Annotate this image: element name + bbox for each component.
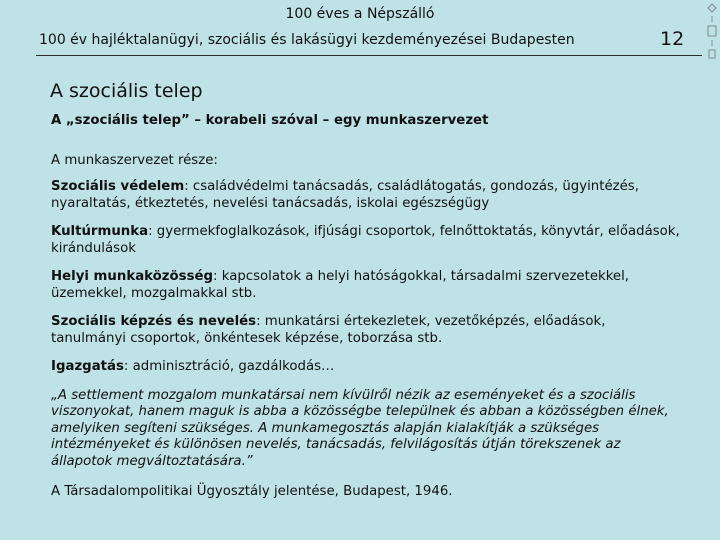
header-title: 100 éves a Népszálló xyxy=(285,6,435,22)
item-text: : családvédelmi tanácsadás, családlátogatás, gondozás, ügyintézés, nyaraltatás, étkeztetés, nevelési tanácsadás, iskolai egészségügy xyxy=(51,179,639,211)
source-citation: A Társadalompolitikai Ügyosztály jelentése, Budapest, 1946. xyxy=(51,484,453,499)
item-text: : gyermekfoglalkozások, ifjúsági csoportok, felnőttoktatás, könyvtár, előadások, kirándulások xyxy=(51,224,680,256)
item-term: Szociális képzés és nevelés xyxy=(51,314,257,329)
header-subtitle: 100 év hajléktalanügyi, szociális és lakásügyi kezdeményezései Budapesten xyxy=(39,32,575,48)
item-text: : munkatársi értekezletek, vezetőképzés, előadások, tanulmányi csoportok, önkéntesek képzése, toborzása stb. xyxy=(51,314,606,346)
header-divider xyxy=(36,55,702,56)
list-item xyxy=(51,314,683,347)
list-item xyxy=(51,179,683,212)
item-text: : kapcsolatok a helyi hatóságokkal, társadalmi szervezetekkel, üzemekkel, mozgalmakkal stb. xyxy=(51,269,630,301)
slide-title: A szociális telep xyxy=(50,80,203,102)
slide-subtitle: A „szociális telep” – korabeli szóval – egy munkaszervezet xyxy=(51,113,489,128)
slide-body xyxy=(51,113,683,501)
item-text: : adminisztráció, gazdálkodás… xyxy=(123,359,335,374)
intro-text: A munkaszervezet része: xyxy=(51,152,218,168)
ornament-icon xyxy=(704,2,720,62)
item-term: Igazgatás xyxy=(51,359,124,374)
page-number: 12 xyxy=(660,28,685,50)
list-item xyxy=(51,224,683,257)
list-item xyxy=(51,269,683,302)
quote-text: „A settlement mozgalom munkatársai nem kívülről nézik az eseményeket és a szociális viszonyokat, hanem maguk is abba a közösségbe települnek és abban a közösségben élnek, amelyiken segíteni szükséges. A munkamegosztás alapján kialakítják a szükséges intézményeket és különösen nevelés, tanácsadás, felvilágosítás útján törekszenek az állapotok megváltoztatására.” xyxy=(51,387,669,469)
list-item xyxy=(51,359,683,376)
item-term: Szociális védelem xyxy=(51,179,185,194)
item-term: Kultúrmunka xyxy=(51,224,149,239)
item-term: Helyi munkaközösség xyxy=(51,269,214,284)
